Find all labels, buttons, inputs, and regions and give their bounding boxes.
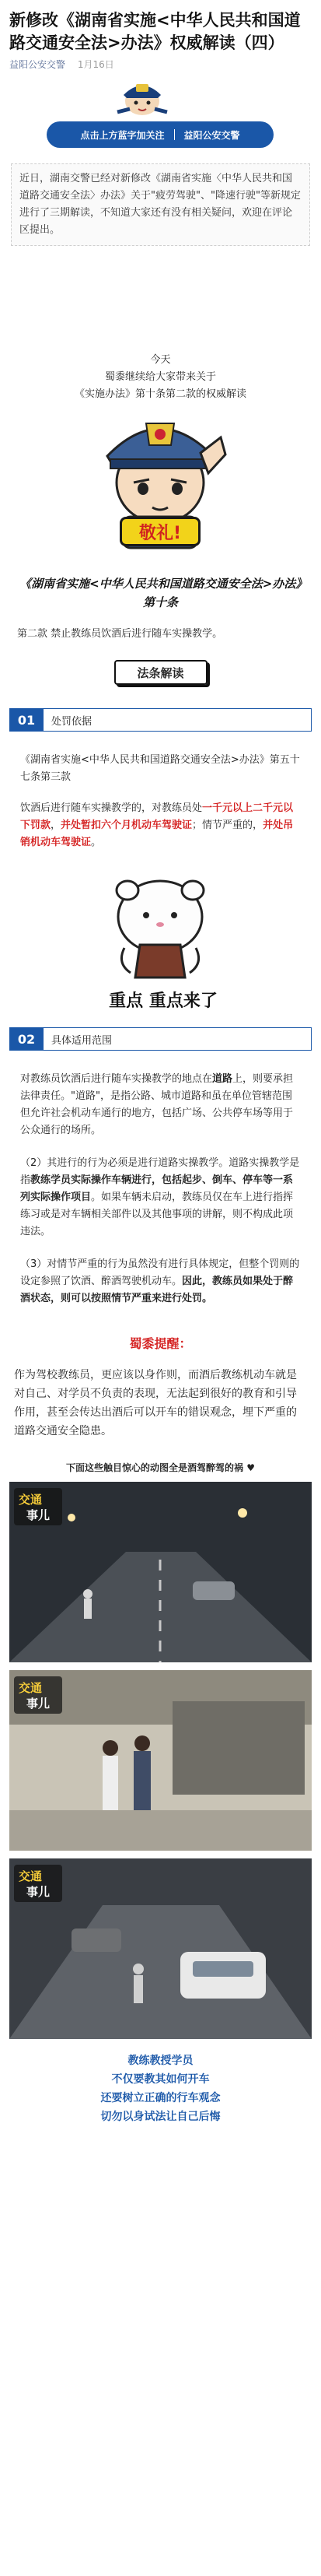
section-header-scope: [9, 1027, 312, 1051]
basis-source: 《湖南省实施<中华人民共和国道路交通安全法>办法》第五十七条第三款: [20, 754, 300, 783]
penalty-text: ；情节严重的，: [192, 819, 263, 831]
basis-penalty: [20, 800, 301, 851]
law-interpretation-tag: 法条解读: [114, 660, 208, 685]
scope-point-1: [20, 1071, 301, 1139]
scope-text: 上，则要承担法律责任。"道路"，是指公路、城市道路和虽在单位管辖范围但允许社会机动车通行的地方，包括广场、公共停车场等用于公众通行的场所。: [20, 1073, 294, 1136]
accident-gif-2[interactable]: [9, 1670, 312, 1851]
transport-logo-icon: [14, 1488, 62, 1525]
penalty-fine: 一千元以上二千元以下罚款: [20, 802, 294, 831]
scope-road: 道路: [212, 1073, 233, 1085]
section-number: 02: [9, 1027, 44, 1051]
scope-text: （3）对情节严重的行为虽然没有进行具体规定，但整个罚则的设定参照了饮酒、醉酒驾驶机动车。: [20, 1258, 300, 1287]
hamster-illustration: [0, 867, 321, 1015]
notice-box: 近日，湖南交警已经对新修改《湖南省实施〈中华人民共和国道路交通安全法〉办法》关于"疲劳驾驶"、"降速行驶"等新规定进行了三期解读，不知道大家还有没有相关疑问，欢迎在评论区提出。: [11, 163, 310, 246]
police-illustration: [0, 403, 321, 559]
section-header-basis: [9, 708, 312, 732]
hamster-reading-icon: [93, 870, 227, 987]
transport-logo-icon: [14, 1865, 62, 1902]
intro-block: [0, 352, 321, 403]
publish-date: 1月16日: [77, 59, 114, 70]
intro-line-2: 蜀黍继续给大家带来关于: [104, 371, 216, 383]
follow-right-text: 益阳公安交警: [183, 129, 240, 141]
gif-intro: 下面这些触目惊心的动图全是酒驾醉驾的祸 ♥: [66, 1462, 255, 1473]
logo-text-2: 事儿: [26, 1697, 51, 1711]
transport-logo-icon: [14, 1676, 62, 1714]
follow-divider: [174, 129, 175, 140]
key-point-caption: 重点 重点来了: [109, 991, 218, 1011]
penalty-text: ，: [51, 819, 61, 831]
penalty-text: 饮酒后进行随车实操教学的，对教练员处: [20, 802, 203, 814]
section-number: 01: [9, 708, 44, 732]
scope-severe: 因此，教练员如果处于醉酒状态，则可以按照情节严重来进行处罚。: [20, 1276, 294, 1304]
section-label: 处罚依据: [44, 708, 312, 732]
law-clause: 第二款 禁止教练员饮酒后进行随车实操教学。: [17, 628, 223, 640]
logo-text-1: 交通: [19, 1869, 43, 1883]
article-title: 新修改《湖南省实施<中华人民共和国道路交通安全法>办法》权威解读（四）: [9, 11, 301, 52]
reminder-heading: 蜀黍提醒：: [129, 1336, 192, 1351]
closing-line-3: 还要树立正确的行车观念: [100, 2092, 221, 2104]
logo-text-2: 事儿: [26, 1885, 51, 1899]
penalty-text: 。: [91, 837, 102, 848]
intro-line-3: 《实施办法》第十条第二款的权威解读: [74, 388, 246, 400]
police-mascot-icon: [113, 78, 172, 117]
closing-message: [0, 2051, 321, 2126]
logo-text-2: 事儿: [26, 1508, 51, 1522]
closing-line-2: 不仅要教其如何开车: [111, 2073, 210, 2086]
closing-line-1: 教练教授学员: [127, 2055, 194, 2067]
scope-point-3: [20, 1256, 301, 1307]
logo-text-1: 交通: [19, 1493, 43, 1507]
scope-point-2: [20, 1155, 301, 1241]
logo-text-1: 交通: [19, 1681, 43, 1695]
accident-gif-1[interactable]: [9, 1482, 312, 1662]
section-label: 具体适用范围: [44, 1027, 312, 1051]
reminder-text: 作为驾校教练员，更应该以身作则，而酒后教练机动车就是对自己、对学员不负责的表现，无法起到很好的教育和引导作用，甚至会传达出酒后可以开车的错误观念，埋下严重的道路交通安全隐患。: [14, 1369, 297, 1437]
scope-text: （2）其进行的行为必须是进行道路实操教学。道路实操教学是指: [20, 1157, 300, 1186]
follow-left-text: 点击上方蓝字加关注: [80, 129, 165, 141]
author-link[interactable]: 益阳公安交警: [9, 59, 66, 70]
salute-badge: 敬礼!: [120, 517, 201, 546]
article-meta: [0, 54, 321, 70]
closing-line-4: 切勿以身试法让自己后悔: [100, 2111, 221, 2123]
follow-bar[interactable]: [47, 121, 274, 148]
intro-line-1: 今天: [150, 354, 171, 366]
scope-text: 对教练员饮酒后进行随车实操教学的地点在: [20, 1073, 213, 1085]
law-title: 《湖南省实施<中华人民共和国道路交通安全法>办法》第十条: [19, 577, 302, 609]
follow-banner: [0, 70, 321, 163]
scope-operation: 教练学员实际操作车辆进行，包括起步、倒车、停车等一系列实际操作项目: [20, 1174, 294, 1203]
penalty-revocation: 并处吊销机动车驾驶证: [20, 819, 294, 848]
scope-text: 。如果车辆未启动，教练员仅在车上进行指挥练习或是对车辆相关部件以及其他事项的讲解，则不构成此项违法。: [20, 1191, 294, 1237]
accident-gif-3[interactable]: [9, 1858, 312, 2039]
penalty-suspension: 并处暂扣六个月机动车驾驶证: [61, 819, 193, 831]
